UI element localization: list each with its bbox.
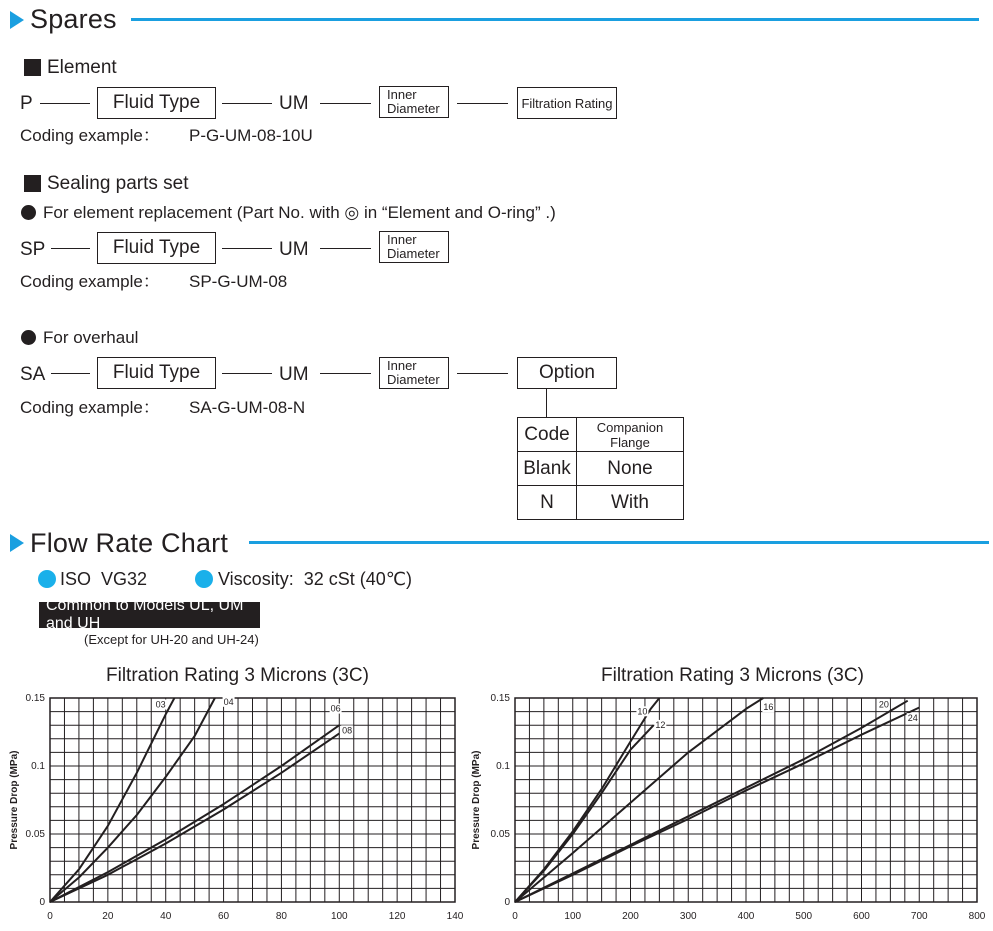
x-tick-label: 40 [160,911,172,922]
bullet-icon [21,205,36,220]
series-label-04: 04 [223,696,234,707]
x-tick-label: 200 [622,911,639,922]
connector-line [320,103,371,104]
section-title-spares: Spares [30,4,117,34]
connector-line [320,248,371,249]
section-title-flow-rate: Flow Rate Chart [30,528,229,558]
table-header-row [518,418,684,452]
series-label-08: 08 [342,725,353,736]
element-heading: Element [47,57,117,78]
y-tick-label: 0.05 [490,829,510,840]
diameter-label: Diameter [387,246,440,261]
x-tick-label: 60 [218,911,230,922]
y-tick-label: 0.15 [25,693,45,704]
table-row [518,452,684,486]
table-header-companion-flange: Companion Flange [577,418,684,452]
heading-square-icon [24,59,41,76]
x-tick-label: 600 [853,911,870,922]
y-tick-label: 0.15 [490,693,510,704]
table-row [518,486,684,520]
x-tick-label: 700 [910,911,928,922]
x-tick-label: 20 [102,911,114,922]
element-fluid-type-box [97,87,216,119]
connector-line [222,103,272,104]
option-code-table [517,417,684,520]
sealing-heading: Sealing parts set [47,173,189,194]
series-label-16: 16 [763,702,774,713]
table-cell: N [518,486,577,520]
x-tick-label: 100 [330,911,348,922]
sealing-fluid-type-box [97,232,216,264]
common-models-badge [39,597,260,632]
section-arrow-icon [10,534,24,552]
except-note: (Except for UH-20 and UH-24) [84,632,259,647]
y-tick-label: 0.1 [31,761,45,772]
iso-label: ISO VG32 [60,569,148,589]
chart-1-ylabel: Pressure Drop (MPa) [9,750,20,850]
filtration-rating-box [517,87,617,119]
connector-line [40,103,90,104]
option-label: Option [539,362,595,383]
viscosity-label: Viscosity: 32 cSt (40℃) [218,569,412,589]
bullet-icon [21,330,36,345]
element-prefix: P [20,93,33,114]
common-models-text: Common to Models UL, UM and UH [46,597,244,632]
filtration-rating-label: Filtration Rating [521,95,613,111]
coding-example-value: SP-G-UM-08 [189,272,288,291]
info-bullet-icon [195,570,213,588]
section-rule [131,18,979,21]
fluid-type-label: Fluid Type [112,362,201,383]
x-tick-label: 0 [47,911,53,922]
fluid-type-label: Fluid Type [112,92,201,113]
section-rule [249,541,989,544]
x-tick-label: 80 [275,911,287,922]
inner-label: Inner [387,231,417,247]
heading-square-icon [24,175,41,192]
overhaul-prefix: SA [20,364,46,385]
y-tick-label: 0 [504,897,510,908]
x-tick-label: 400 [737,911,755,922]
sealing-prefix: SP [20,239,46,260]
chart-2 [480,688,993,931]
x-tick-label: 100 [564,911,582,922]
connector-line [222,373,272,374]
coding-example-value: P-G-UM-08-10U [189,126,313,145]
connector-line [222,248,272,249]
overhaul-heading: For overhaul [43,328,139,347]
coding-example-label: Coding example： [20,398,160,417]
diameter-label: Diameter [387,372,440,387]
x-tick-label: 800 [968,911,986,922]
inner-label: Inner [387,357,417,373]
series-label-06: 06 [330,703,341,714]
y-tick-label: 0.05 [25,829,45,840]
connector-line [51,373,90,374]
table-cell: Blank [518,452,577,486]
x-tick-label: 120 [388,911,406,922]
series-label-10: 10 [637,706,648,717]
section-arrow-icon [10,11,24,29]
coding-example-label: Coding example： [20,272,160,291]
series-line-04 [50,698,215,902]
overhaul-inner-diameter-box [379,357,449,389]
x-tick-label: 140 [446,911,464,922]
coding-example-label: Coding example： [20,126,160,145]
fluid-type-label: Fluid Type [112,237,201,258]
y-tick-label: 0 [39,897,45,908]
table-cell: None [577,452,684,486]
overhaul-fluid-type-box [97,357,216,389]
x-tick-label: 0 [512,911,518,922]
chart-1-title: Filtration Rating 3 Microns (3C) [106,665,369,686]
table-header-code: Code [518,418,577,452]
y-tick-label: 0.1 [496,761,510,772]
connector-line [51,248,90,249]
diameter-label: Diameter [387,101,440,116]
series-label-24: 24 [907,713,918,724]
replacement-note: For element replacement (Part No. with ◎ in “Element and O-ring” .) [43,203,556,222]
connector-line [457,373,508,374]
option-box [517,357,617,389]
series-label-03: 03 [155,699,166,710]
chart-2-ylabel: Pressure Drop (MPa) [471,750,482,850]
series-label-12: 12 [655,719,666,730]
coding-example-value: SA-G-UM-08-N [189,398,306,417]
option-connector-line [546,389,547,417]
series-line-20 [515,701,908,902]
element-um: UM [279,93,309,114]
sealing-inner-diameter-box [379,231,449,263]
overhaul-um: UM [279,364,309,385]
connector-line [320,373,371,374]
element-inner-diameter-box [379,86,449,118]
sealing-um: UM [279,239,309,260]
x-tick-label: 300 [679,911,697,922]
x-tick-label: 500 [795,911,813,922]
series-label-20: 20 [878,699,889,710]
connector-line [457,103,508,104]
chart-1 [0,688,470,931]
inner-label: Inner [387,86,417,102]
chart-2-title: Filtration Rating 3 Microns (3C) [601,665,864,686]
table-cell: With [577,486,684,520]
info-bullet-icon [38,570,56,588]
